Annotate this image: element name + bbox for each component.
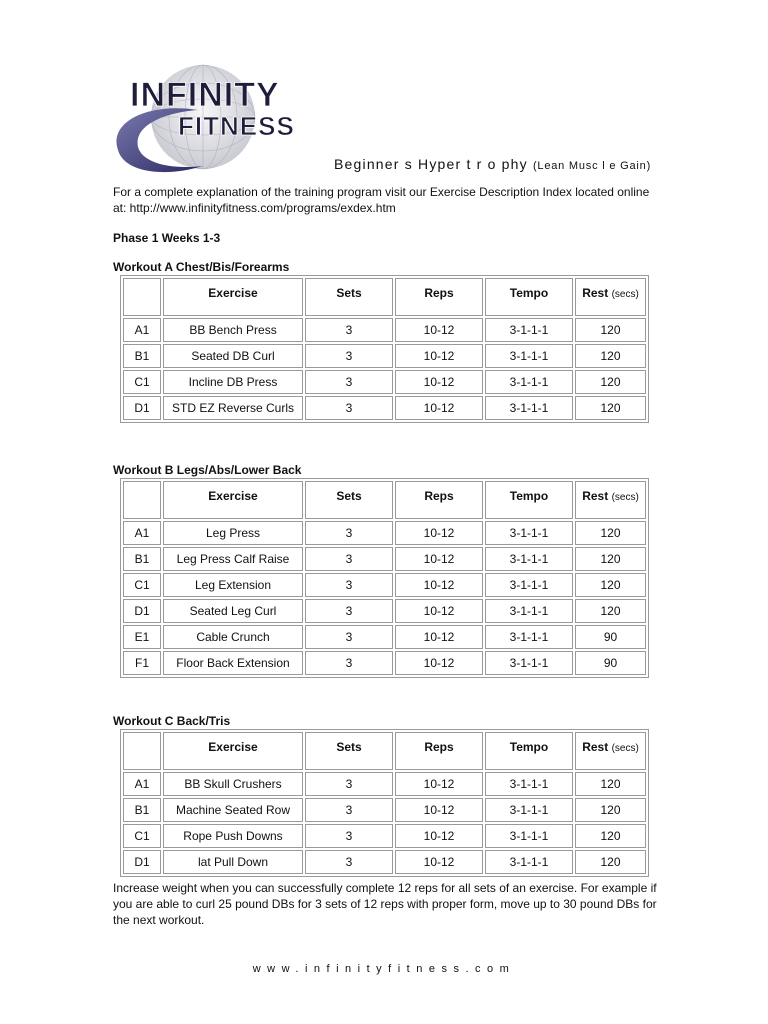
cell-sets: 3: [305, 521, 393, 545]
cell-reps: 10-12: [395, 798, 483, 822]
header-cell-rest: [575, 278, 646, 316]
table-row: [123, 344, 646, 368]
cell-exercise: Cable Crunch: [163, 625, 303, 649]
cell-id: A1: [123, 521, 161, 545]
cell-rest: 120: [575, 850, 646, 874]
cell-reps: 10-12: [395, 850, 483, 874]
intro-paragraph: For a complete explanation of the training program visit our Exercise Description Index located online at: http://www.infinityfitness.com/programs/exdex.htm: [113, 185, 650, 215]
cell-rest: 120: [575, 521, 646, 545]
header-cell-tempo: Tempo: [485, 732, 573, 770]
cell-tempo: 3-1-1-1: [485, 344, 573, 368]
infinity-fitness-logo: [108, 62, 333, 182]
rest-label: Rest: [582, 286, 609, 300]
cell-tempo: 3-1-1-1: [485, 798, 573, 822]
cell-tempo: 3-1-1-1: [485, 318, 573, 342]
table-row: [123, 850, 646, 874]
cell-rest: 120: [575, 370, 646, 394]
cell-exercise: lat Pull Down: [163, 850, 303, 874]
cell-exercise: Incline DB Press: [163, 370, 303, 394]
cell-rest: 120: [575, 824, 646, 848]
cell-id: E1: [123, 625, 161, 649]
header-cell-exercise: Exercise: [163, 278, 303, 316]
cell-reps: 10-12: [395, 396, 483, 420]
header-cell-tempo: Tempo: [485, 481, 573, 519]
cell-tempo: 3-1-1-1: [485, 521, 573, 545]
title-main: Beginner s Hyper t r o phy: [334, 156, 528, 172]
cell-id: B1: [123, 798, 161, 822]
table-row: [123, 396, 646, 420]
cell-reps: 10-12: [395, 625, 483, 649]
phase-heading: Phase 1 Weeks 1-3: [113, 231, 221, 245]
header-cell-blank: [123, 732, 161, 770]
cell-rest: 90: [575, 625, 646, 649]
cell-tempo: 3-1-1-1: [485, 824, 573, 848]
header-cell-sets: Sets: [305, 481, 393, 519]
table-row: [123, 547, 646, 571]
cell-tempo: 3-1-1-1: [485, 850, 573, 874]
cell-sets: 3: [305, 344, 393, 368]
cell-sets: 3: [305, 625, 393, 649]
logo-top-text: INFINITY: [130, 76, 280, 114]
rest-unit-label: (secs): [611, 492, 639, 503]
header-cell-sets: Sets: [305, 732, 393, 770]
rest-unit-label: (secs): [611, 289, 639, 300]
cell-exercise: Rope Push Downs: [163, 824, 303, 848]
cell-sets: 3: [305, 573, 393, 597]
cell-sets: 3: [305, 824, 393, 848]
table-row: [123, 370, 646, 394]
cell-rest: 120: [575, 772, 646, 796]
logo-graphic: [108, 62, 333, 182]
cell-id: A1: [123, 772, 161, 796]
table-row: [123, 599, 646, 623]
header-cell-reps: Reps: [395, 481, 483, 519]
cell-sets: 3: [305, 318, 393, 342]
table-header-row: [123, 481, 646, 519]
document-title: [334, 156, 651, 172]
footer-url: www.infinityfitness.com: [252, 963, 516, 975]
cell-exercise: Leg Press Calf Raise: [163, 547, 303, 571]
table-row: [123, 824, 646, 848]
header-cell-reps: Reps: [395, 278, 483, 316]
workout-c-table: [120, 729, 649, 877]
title-subtitle: (Lean Musc l e Gain): [532, 160, 652, 172]
cell-reps: 10-12: [395, 521, 483, 545]
cell-exercise: STD EZ Reverse Curls: [163, 396, 303, 420]
cell-sets: 3: [305, 396, 393, 420]
cell-sets: 3: [305, 850, 393, 874]
logo-bottom-text: FITNESS: [178, 111, 295, 141]
cell-rest: 120: [575, 318, 646, 342]
cell-id: F1: [123, 651, 161, 675]
header-cell-tempo: Tempo: [485, 278, 573, 316]
table-row: [123, 651, 646, 675]
cell-tempo: 3-1-1-1: [485, 547, 573, 571]
header-cell-exercise: Exercise: [163, 481, 303, 519]
table-row: [123, 573, 646, 597]
cell-id: C1: [123, 370, 161, 394]
cell-sets: 3: [305, 651, 393, 675]
header-cell-blank: [123, 481, 161, 519]
table-row: [123, 625, 646, 649]
cell-exercise: BB Skull Crushers: [163, 772, 303, 796]
cell-reps: 10-12: [395, 318, 483, 342]
cell-id: D1: [123, 850, 161, 874]
cell-tempo: 3-1-1-1: [485, 370, 573, 394]
cell-tempo: 3-1-1-1: [485, 625, 573, 649]
cell-id: B1: [123, 344, 161, 368]
cell-reps: 10-12: [395, 599, 483, 623]
cell-sets: 3: [305, 599, 393, 623]
header-cell-rest: [575, 481, 646, 519]
workout-b-table: [120, 478, 649, 678]
cell-id: D1: [123, 599, 161, 623]
table-header-row: [123, 732, 646, 770]
cell-reps: 10-12: [395, 344, 483, 368]
table-header-row: [123, 278, 646, 316]
cell-reps: 10-12: [395, 824, 483, 848]
cell-exercise: Machine Seated Row: [163, 798, 303, 822]
header-cell-sets: Sets: [305, 278, 393, 316]
cell-tempo: 3-1-1-1: [485, 651, 573, 675]
cell-exercise: Leg Press: [163, 521, 303, 545]
workout-a-table: [120, 275, 649, 423]
rest-label: Rest: [582, 489, 609, 503]
cell-rest: 90: [575, 651, 646, 675]
table-row: [123, 798, 646, 822]
cell-sets: 3: [305, 772, 393, 796]
cell-rest: 120: [575, 599, 646, 623]
cell-reps: 10-12: [395, 651, 483, 675]
cell-tempo: 3-1-1-1: [485, 772, 573, 796]
cell-tempo: 3-1-1-1: [485, 573, 573, 597]
cell-rest: 120: [575, 396, 646, 420]
table-row: [123, 318, 646, 342]
cell-id: B1: [123, 547, 161, 571]
cell-sets: 3: [305, 798, 393, 822]
workout-b-title: Workout B Legs/Abs/Lower Back: [113, 463, 302, 477]
cell-sets: 3: [305, 547, 393, 571]
cell-exercise: Seated DB Curl: [163, 344, 303, 368]
cell-exercise: BB Bench Press: [163, 318, 303, 342]
cell-reps: 10-12: [395, 573, 483, 597]
cell-rest: 120: [575, 573, 646, 597]
cell-id: C1: [123, 573, 161, 597]
cell-exercise: Seated Leg Curl: [163, 599, 303, 623]
cell-tempo: 3-1-1-1: [485, 599, 573, 623]
workout-a-title: Workout A Chest/Bis/Forearms: [113, 260, 290, 274]
cell-exercise: Leg Extension: [163, 573, 303, 597]
cell-tempo: 3-1-1-1: [485, 396, 573, 420]
cell-rest: 120: [575, 547, 646, 571]
cell-sets: 3: [305, 370, 393, 394]
progression-note: Increase weight when you can successfully complete 12 reps for all sets of an exercise. For example if you are able to curl 25 pound DBs for 3 sets of 12 reps with proper form, move up to 30 pound DBs for the next workout.: [113, 881, 657, 927]
cell-id: D1: [123, 396, 161, 420]
header-cell-exercise: Exercise: [163, 732, 303, 770]
cell-rest: 120: [575, 344, 646, 368]
header-cell-rest: [575, 732, 646, 770]
cell-reps: 10-12: [395, 547, 483, 571]
rest-unit-label: (secs): [611, 743, 639, 754]
header-cell-reps: Reps: [395, 732, 483, 770]
cell-reps: 10-12: [395, 370, 483, 394]
cell-exercise: Floor Back Extension: [163, 651, 303, 675]
rest-label: Rest: [582, 740, 609, 754]
cell-id: C1: [123, 824, 161, 848]
workout-c-title: Workout C Back/Tris: [113, 714, 231, 728]
table-row: [123, 772, 646, 796]
cell-rest: 120: [575, 798, 646, 822]
header-cell-blank: [123, 278, 161, 316]
cell-id: A1: [123, 318, 161, 342]
table-row: [123, 521, 646, 545]
cell-reps: 10-12: [395, 772, 483, 796]
